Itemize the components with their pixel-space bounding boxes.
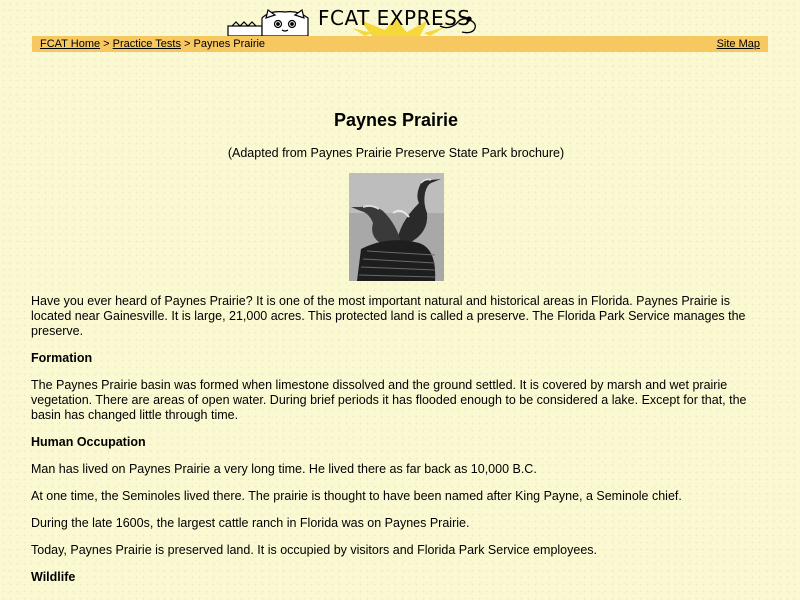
site-map-link[interactable]: Site Map <box>716 38 760 50</box>
section-heading-formation: Formation <box>31 351 93 365</box>
breadcrumb <box>40 36 265 52</box>
breadcrumb-separator: > <box>184 38 191 50</box>
page-subtitle: (Adapted from Paynes Prairie Preserve State Park brochure) <box>227 146 565 160</box>
section-heading-human-occupation: Human Occupation <box>31 435 146 449</box>
banner-title: FCAT EXPRESS <box>318 6 471 30</box>
occupation-paragraph: Man has lived on Paynes Prairie a very long time. He lived there as far back as 10,000 B.C. <box>31 462 537 476</box>
header-banner <box>0 0 800 36</box>
formation-paragraph: The Paynes Prairie basin was formed when limestone dissolved and the ground settled. It is covered by marsh and wet prairie vegetation. There are areas of open water. During brief periods it has flooded enough to be considered a lake. Except for that, the basin has changed little through time. <box>31 378 747 422</box>
breadcrumb-practice-tests-link[interactable]: Practice Tests <box>112 38 181 50</box>
occupation-paragraph: At one time, the Seminoles lived there. The prairie is thought to have been named after King Payne, a Seminole chief. <box>31 489 682 503</box>
breadcrumb-bar <box>32 36 768 52</box>
breadcrumb-current: Paynes Prairie <box>193 38 266 50</box>
breadcrumb-separator: > <box>103 38 110 50</box>
breadcrumb-home-link[interactable]: FCAT Home <box>40 38 101 50</box>
intro-paragraph: Have you ever heard of Paynes Prairie? It is one of the most important natural and historical areas in Florida. Paynes Prairie is located near Gainesville. It is large, 21,000 acres. This protected land is called a preserve. The Florida Park Service manages the preserve. <box>31 294 746 338</box>
heron-birds-photo <box>349 173 444 281</box>
cartoon-cat-icon <box>228 10 308 36</box>
occupation-paragraph: During the late 1600s, the largest cattle ranch in Florida was on Paynes Prairie. <box>31 516 470 530</box>
article <box>31 110 761 597</box>
occupation-paragraph: Today, Paynes Prairie is preserved land. It is occupied by visitors and Florida Park Service employees. <box>31 543 597 557</box>
page-title: Paynes Prairie <box>333 110 459 130</box>
section-heading-wildlife: Wildlife <box>31 570 76 584</box>
